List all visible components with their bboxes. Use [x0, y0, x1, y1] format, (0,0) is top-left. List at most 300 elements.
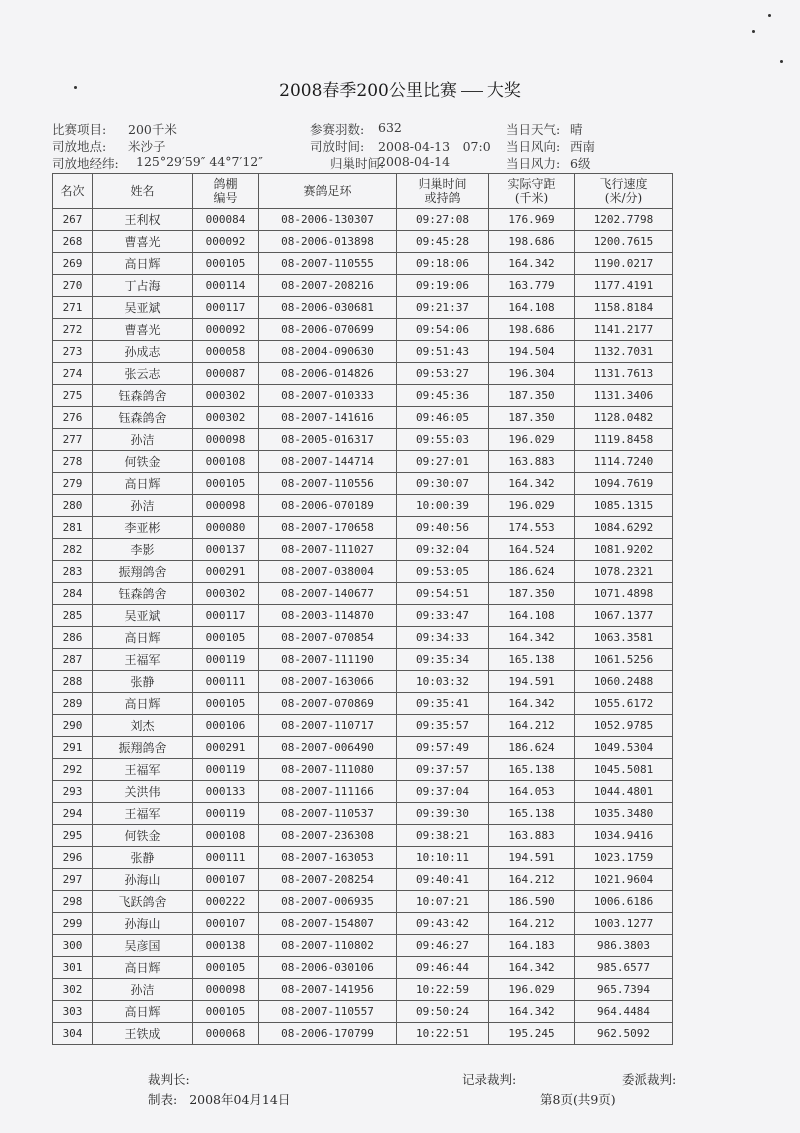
cell-dist: 165.138 [489, 803, 575, 825]
cell-time: 09:37:04 [397, 781, 489, 803]
weather-value: 晴 [570, 122, 583, 137]
cell-dist: 198.686 [489, 319, 575, 341]
title-suffix: 大奖 [486, 81, 521, 101]
cell-dist: 164.342 [489, 253, 575, 275]
cell-loft: 000105 [193, 957, 259, 979]
cell-ring: 08-2007-038004 [259, 561, 397, 583]
table-row [53, 275, 673, 297]
cell-loft: 000107 [193, 869, 259, 891]
header-distance-line2: (千米) [514, 191, 549, 205]
cell-name: 高日辉 [93, 693, 193, 715]
cell-ring: 08-2007-208216 [259, 275, 397, 297]
cell-speed: 965.7394 [575, 979, 673, 1001]
header-speed-line1: 飞行速度 [599, 177, 648, 191]
cell-time: 09:54:06 [397, 319, 489, 341]
cell-dist: 187.350 [489, 385, 575, 407]
cell-speed: 1067.1377 [575, 605, 673, 627]
table-row [53, 869, 673, 891]
cell-ring: 08-2006-013898 [259, 231, 397, 253]
cell-time: 09:32:04 [397, 539, 489, 561]
cell-dist: 194.504 [489, 341, 575, 363]
cell-ring: 08-2007-236308 [259, 825, 397, 847]
cell-rank: 271 [53, 297, 93, 319]
cell-rank: 268 [53, 231, 93, 253]
table-row [53, 1023, 673, 1045]
cell-speed: 1128.0482 [575, 407, 673, 429]
cell-rank: 299 [53, 913, 93, 935]
table-row [53, 1001, 673, 1023]
cell-time: 09:38:21 [397, 825, 489, 847]
cell-rank: 287 [53, 649, 93, 671]
cell-dist: 163.779 [489, 275, 575, 297]
table-row [53, 253, 673, 275]
cell-dist: 186.590 [489, 891, 575, 913]
cell-loft: 000119 [193, 649, 259, 671]
cell-speed: 1021.9604 [575, 869, 673, 891]
cell-dist: 176.969 [489, 209, 575, 231]
wind-dir-label: 当日风向: [506, 139, 561, 154]
cell-dist: 164.108 [489, 297, 575, 319]
cell-rank: 273 [53, 341, 93, 363]
cell-ring: 08-2007-110717 [259, 715, 397, 737]
cell-loft: 000092 [193, 231, 259, 253]
cell-loft: 000105 [193, 1001, 259, 1023]
cell-name: 丁占海 [93, 275, 193, 297]
cell-ring: 08-2007-006935 [259, 891, 397, 913]
cell-ring: 08-2007-110537 [259, 803, 397, 825]
cell-rank: 269 [53, 253, 93, 275]
cell-rank: 304 [53, 1023, 93, 1045]
cell-name: 孙洁 [93, 495, 193, 517]
cell-time: 09:46:44 [397, 957, 489, 979]
cell-ring: 08-2007-111027 [259, 539, 397, 561]
table-row [53, 407, 673, 429]
table-row [53, 759, 673, 781]
cell-ring: 08-2006-030681 [259, 297, 397, 319]
cell-loft: 000114 [193, 275, 259, 297]
cell-rank: 296 [53, 847, 93, 869]
cell-name: 吴彦国 [93, 935, 193, 957]
page-number: 第8页(共9页) [540, 1092, 616, 1107]
cell-dist: 164.342 [489, 957, 575, 979]
coords-label: 司放地经纬: [52, 156, 119, 171]
cell-name: 孙洁 [93, 429, 193, 451]
cell-ring: 08-2003-114870 [259, 605, 397, 627]
cell-loft: 000092 [193, 319, 259, 341]
cell-name: 何铁金 [93, 825, 193, 847]
cell-ring: 08-2007-006490 [259, 737, 397, 759]
release-site-label: 司放地点: [52, 139, 107, 154]
cell-name: 王铁成 [93, 1023, 193, 1045]
cell-name: 高日辉 [93, 473, 193, 495]
header-loft-line2: 编号 [213, 191, 238, 205]
cell-ring: 08-2006-070699 [259, 319, 397, 341]
cell-rank: 302 [53, 979, 93, 1001]
cell-rank: 283 [53, 561, 93, 583]
cell-time: 09:18:06 [397, 253, 489, 275]
cell-speed: 986.3803 [575, 935, 673, 957]
cell-rank: 276 [53, 407, 93, 429]
cell-speed: 1052.9785 [575, 715, 673, 737]
cell-rank: 292 [53, 759, 93, 781]
cell-speed: 1049.5304 [575, 737, 673, 759]
table-row [53, 473, 673, 495]
cell-speed: 1003.1277 [575, 913, 673, 935]
cell-ring: 08-2007-208254 [259, 869, 397, 891]
cell-dist: 163.883 [489, 451, 575, 473]
cell-time: 09:51:43 [397, 341, 489, 363]
cell-time: 09:54:51 [397, 583, 489, 605]
cell-loft: 000302 [193, 583, 259, 605]
scan-speck-2 [752, 30, 755, 33]
cell-dist: 165.138 [489, 649, 575, 671]
wind-force-label: 当日风力: [506, 156, 561, 171]
cell-time: 10:22:51 [397, 1023, 489, 1045]
table-row [53, 451, 673, 473]
cell-time: 09:35:57 [397, 715, 489, 737]
cell-name: 王福军 [93, 649, 193, 671]
cell-speed: 1084.6292 [575, 517, 673, 539]
cell-name: 振翔鸽舍 [93, 737, 193, 759]
table-row [53, 605, 673, 627]
table-body [53, 209, 673, 1045]
table-row [53, 737, 673, 759]
cell-speed: 1131.3406 [575, 385, 673, 407]
cell-name: 王福军 [93, 803, 193, 825]
cell-speed: 1081.9202 [575, 539, 673, 561]
cell-name: 高日辉 [93, 627, 193, 649]
cell-time: 09:53:27 [397, 363, 489, 385]
cell-rank: 274 [53, 363, 93, 385]
cell-rank: 293 [53, 781, 93, 803]
cell-time: 09:37:57 [397, 759, 489, 781]
cell-loft: 000302 [193, 385, 259, 407]
cell-speed: 1055.6172 [575, 693, 673, 715]
cell-dist: 164.342 [489, 693, 575, 715]
cell-time: 09:33:47 [397, 605, 489, 627]
cell-speed: 1071.4898 [575, 583, 673, 605]
cell-loft: 000080 [193, 517, 259, 539]
cell-dist: 163.883 [489, 825, 575, 847]
cell-dist: 194.591 [489, 847, 575, 869]
table-row [53, 385, 673, 407]
release-time-value: 2008-04-13 07:0 [378, 139, 491, 154]
cell-time: 09:40:41 [397, 869, 489, 891]
cell-loft: 000302 [193, 407, 259, 429]
cell-rank: 297 [53, 869, 93, 891]
cell-dist: 186.624 [489, 561, 575, 583]
chief-judge-label: 裁判长: [148, 1072, 190, 1087]
cell-ring: 08-2007-070854 [259, 627, 397, 649]
cell-rank: 289 [53, 693, 93, 715]
cell-time: 09:21:37 [397, 297, 489, 319]
cell-speed: 1141.2177 [575, 319, 673, 341]
cell-name: 张静 [93, 671, 193, 693]
cell-rank: 284 [53, 583, 93, 605]
cell-speed: 1023.1759 [575, 847, 673, 869]
cell-time: 09:19:06 [397, 275, 489, 297]
cell-time: 10:00:39 [397, 495, 489, 517]
table-row [53, 319, 673, 341]
header-loft-line1: 鸽棚 [213, 177, 238, 191]
cell-name: 李影 [93, 539, 193, 561]
cell-name: 张云志 [93, 363, 193, 385]
cell-loft: 000111 [193, 671, 259, 693]
cell-rank: 291 [53, 737, 93, 759]
cell-time: 09:27:01 [397, 451, 489, 473]
cell-time: 09:39:30 [397, 803, 489, 825]
cell-time: 09:40:56 [397, 517, 489, 539]
cell-time: 10:07:21 [397, 891, 489, 913]
table-row [53, 209, 673, 231]
cell-ring: 08-2007-144714 [259, 451, 397, 473]
cell-speed: 1202.7798 [575, 209, 673, 231]
table-row [53, 231, 673, 253]
table-row [53, 583, 673, 605]
table-row [53, 715, 673, 737]
cell-dist: 186.624 [489, 737, 575, 759]
scan-speck-1 [74, 86, 77, 89]
cell-dist: 196.304 [489, 363, 575, 385]
cell-speed: 1035.3480 [575, 803, 673, 825]
cell-name: 吴亚斌 [93, 297, 193, 319]
cell-name: 孙海山 [93, 913, 193, 935]
cell-ring: 08-2007-110557 [259, 1001, 397, 1023]
header-distance-line1: 实际守距 [507, 177, 556, 191]
table-row [53, 847, 673, 869]
cell-ring: 08-2007-154807 [259, 913, 397, 935]
cell-loft: 000107 [193, 913, 259, 935]
cell-time: 09:35:41 [397, 693, 489, 715]
cell-ring: 08-2006-014826 [259, 363, 397, 385]
cell-ring: 08-2007-111166 [259, 781, 397, 803]
cell-rank: 295 [53, 825, 93, 847]
table-row [53, 517, 673, 539]
cell-time: 09:27:08 [397, 209, 489, 231]
recorder-label: 记录裁判: [462, 1072, 517, 1087]
cell-loft: 000119 [193, 803, 259, 825]
cell-speed: 985.6577 [575, 957, 673, 979]
dispatch-judge-label: 委派裁判: [622, 1072, 677, 1087]
cell-ring: 08-2007-110556 [259, 473, 397, 495]
header-rank: 名次 [53, 174, 93, 209]
results-table [52, 173, 673, 1045]
cell-time: 09:57:49 [397, 737, 489, 759]
cell-rank: 275 [53, 385, 93, 407]
cell-rank: 301 [53, 957, 93, 979]
cell-name: 何铁金 [93, 451, 193, 473]
cell-loft: 000098 [193, 495, 259, 517]
cell-rank: 280 [53, 495, 93, 517]
cell-speed: 1078.2321 [575, 561, 673, 583]
cell-name: 飞跃鸽舍 [93, 891, 193, 913]
cell-speed: 1177.4191 [575, 275, 673, 297]
cell-ring: 08-2006-130307 [259, 209, 397, 231]
cell-ring: 08-2007-170658 [259, 517, 397, 539]
cell-loft: 000108 [193, 451, 259, 473]
cell-rank: 300 [53, 935, 93, 957]
cell-time: 10:03:32 [397, 671, 489, 693]
cell-ring: 08-2007-070869 [259, 693, 397, 715]
cell-speed: 1060.2488 [575, 671, 673, 693]
release-site-value: 米沙子 [128, 139, 166, 154]
cell-time: 09:30:07 [397, 473, 489, 495]
cell-rank: 285 [53, 605, 93, 627]
cell-loft: 000222 [193, 891, 259, 913]
table-row [53, 297, 673, 319]
cell-name: 高日辉 [93, 253, 193, 275]
cell-speed: 1044.4801 [575, 781, 673, 803]
cell-dist: 164.524 [489, 539, 575, 561]
cell-ring: 08-2006-030106 [259, 957, 397, 979]
cell-rank: 294 [53, 803, 93, 825]
cell-dist: 164.053 [489, 781, 575, 803]
cell-ring: 08-2007-141616 [259, 407, 397, 429]
cell-ring: 08-2007-010333 [259, 385, 397, 407]
cell-time: 09:45:28 [397, 231, 489, 253]
cell-speed: 962.5092 [575, 1023, 673, 1045]
cell-loft: 000138 [193, 935, 259, 957]
cell-loft: 000105 [193, 627, 259, 649]
cell-time: 09:46:05 [397, 407, 489, 429]
cell-rank: 286 [53, 627, 93, 649]
cell-dist: 196.029 [489, 429, 575, 451]
cell-ring: 08-2007-110802 [259, 935, 397, 957]
title-blank [461, 90, 483, 92]
cell-dist: 164.212 [489, 715, 575, 737]
page-title [0, 76, 800, 101]
table-row [53, 561, 673, 583]
cell-name: 钰森鸽舍 [93, 407, 193, 429]
cell-rank: 282 [53, 539, 93, 561]
cell-loft: 000117 [193, 605, 259, 627]
cell-loft: 000068 [193, 1023, 259, 1045]
table-row [53, 341, 673, 363]
cell-dist: 164.342 [489, 627, 575, 649]
cell-loft: 000137 [193, 539, 259, 561]
cell-time: 09:45:36 [397, 385, 489, 407]
table-row [53, 495, 673, 517]
header-speed-line2: (米/分) [604, 191, 643, 205]
cell-loft: 000084 [193, 209, 259, 231]
cell-loft: 000105 [193, 253, 259, 275]
cell-name: 孙成志 [93, 341, 193, 363]
table-row [53, 539, 673, 561]
cell-speed: 1006.6186 [575, 891, 673, 913]
release-time-label: 司放时间: [310, 139, 365, 154]
cell-time: 10:10:11 [397, 847, 489, 869]
cell-ring: 08-2007-110555 [259, 253, 397, 275]
cell-ring: 08-2006-070189 [259, 495, 397, 517]
cell-name: 高日辉 [93, 1001, 193, 1023]
cell-name: 吴亚斌 [93, 605, 193, 627]
table-header-row [53, 174, 673, 209]
cell-loft: 000133 [193, 781, 259, 803]
table-row [53, 825, 673, 847]
cell-name: 钰森鸽舍 [93, 583, 193, 605]
cell-dist: 164.342 [489, 1001, 575, 1023]
cell-name: 孙海山 [93, 869, 193, 891]
cell-loft: 000291 [193, 737, 259, 759]
table-row [53, 649, 673, 671]
cell-name: 孙洁 [93, 979, 193, 1001]
scan-speck-3 [768, 14, 771, 17]
cell-dist: 174.553 [489, 517, 575, 539]
cell-name: 王福军 [93, 759, 193, 781]
cell-time: 09:43:42 [397, 913, 489, 935]
header-ring: 赛鸽足环 [259, 174, 397, 209]
table-row [53, 363, 673, 385]
table-row [53, 891, 673, 913]
cell-dist: 164.342 [489, 473, 575, 495]
cell-rank: 277 [53, 429, 93, 451]
participants-label: 参赛羽数: [310, 122, 365, 137]
cell-loft: 000098 [193, 979, 259, 1001]
cell-rank: 278 [53, 451, 93, 473]
return-time-label: 归巢时间: [330, 156, 385, 171]
header-name: 姓名 [93, 174, 193, 209]
cell-time: 09:35:34 [397, 649, 489, 671]
cell-rank: 279 [53, 473, 93, 495]
cell-speed: 1132.7031 [575, 341, 673, 363]
race-item-value: 200千米 [128, 122, 177, 137]
cell-name: 刘杰 [93, 715, 193, 737]
cell-time: 09:50:24 [397, 1001, 489, 1023]
header-time-line1: 归巢时间 [418, 177, 467, 191]
cell-ring: 08-2007-141956 [259, 979, 397, 1001]
table-row [53, 693, 673, 715]
participants-value: 632 [378, 120, 402, 135]
cell-dist: 164.108 [489, 605, 575, 627]
header-speed [575, 174, 673, 209]
weather-label: 当日天气: [506, 122, 561, 137]
cell-name: 高日辉 [93, 957, 193, 979]
table-row [53, 957, 673, 979]
made-label: 制表: [148, 1092, 178, 1107]
cell-name: 张静 [93, 847, 193, 869]
cell-dist: 187.350 [489, 583, 575, 605]
cell-dist: 164.212 [489, 913, 575, 935]
cell-ring: 08-2005-016317 [259, 429, 397, 451]
cell-speed: 1034.9416 [575, 825, 673, 847]
cell-time: 09:53:05 [397, 561, 489, 583]
cell-speed: 1131.7613 [575, 363, 673, 385]
cell-name: 曹喜光 [93, 319, 193, 341]
cell-rank: 272 [53, 319, 93, 341]
cell-name: 李亚彬 [93, 517, 193, 539]
cell-dist: 194.591 [489, 671, 575, 693]
wind-force-value: 6级 [570, 156, 591, 171]
cell-ring: 08-2006-170799 [259, 1023, 397, 1045]
made-by [148, 1090, 290, 1108]
cell-time: 09:55:03 [397, 429, 489, 451]
cell-speed: 1200.7615 [575, 231, 673, 253]
cell-dist: 164.183 [489, 935, 575, 957]
header-time-line2: 或持鸽 [424, 191, 461, 205]
cell-rank: 298 [53, 891, 93, 913]
cell-dist: 187.350 [489, 407, 575, 429]
cell-loft: 000087 [193, 363, 259, 385]
cell-speed: 1114.7240 [575, 451, 673, 473]
title-text: 2008春季200公里比赛 [279, 81, 457, 101]
cell-loft: 000111 [193, 847, 259, 869]
cell-speed: 1063.3581 [575, 627, 673, 649]
cell-speed: 1119.8458 [575, 429, 673, 451]
cell-loft: 000108 [193, 825, 259, 847]
cell-dist: 165.138 [489, 759, 575, 781]
cell-time: 09:46:27 [397, 935, 489, 957]
cell-loft: 000105 [193, 693, 259, 715]
